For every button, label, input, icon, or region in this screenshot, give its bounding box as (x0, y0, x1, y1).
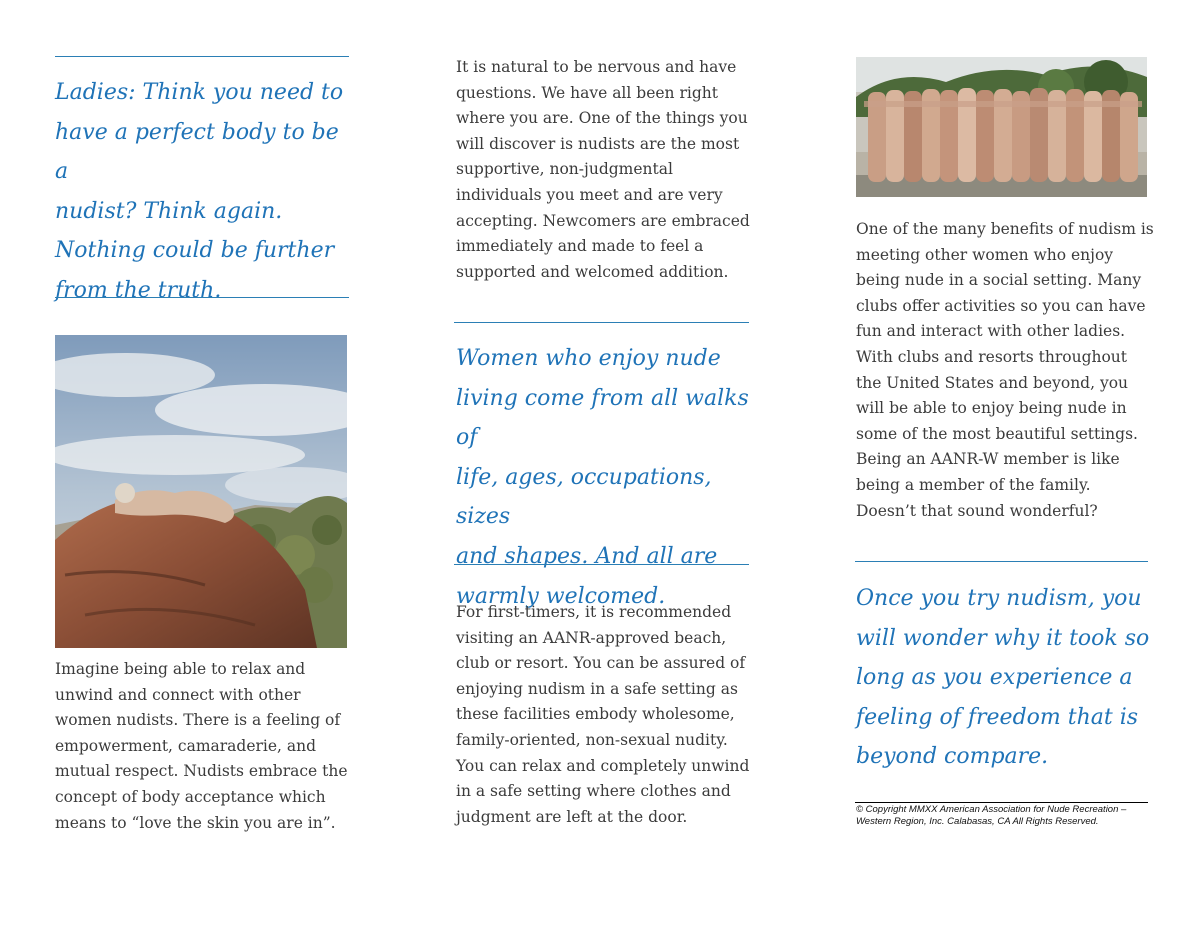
bottom-divider-left (55, 297, 349, 298)
top-divider-left (55, 56, 349, 57)
pull-quote-freedom: Once you try nudism, you will wonder why it took so long as you experience a feeling of freedom that is beyond compare. (856, 586, 1150, 770)
middle-top-divider (454, 322, 749, 323)
middle-bottom-divider (454, 564, 749, 565)
right-top-divider (855, 561, 1148, 562)
rock-sunbathing-photo (55, 335, 347, 648)
middle-intro-text: It is natural to be nervous and have questions. We have all been right where you are. One of the things you will discover is nudists are the most supportive, non-judgmental individuals you meet and are very accepting. Newcomers are embraced immediately and made to feel a supported and welcomed addition. (456, 58, 750, 281)
pull-quote-women: Women who enjoy nude living come from all walks of life, ages, occupations, sizes and shapes. And all are warmly welcomed. (456, 346, 749, 609)
group-figures (864, 88, 1142, 182)
right-body-text: One of the many benefits of nudism is meeting other women who enjoy being nude in a social setting. Many clubs offer activities so you can have fun and interact with other ladies. With clubs and resorts throughout the United States and beyond, you will be able to enjoy being nude in some of the most beautiful settings. Being an AANR-W member is like being a member of the family. Doesn’t that sound wonderful? (856, 220, 1154, 520)
group-photo (856, 57, 1147, 197)
left-body-text: Imagine being able to relax and unwind and connect with other women nudists. There is a feeling of empowerment, camaraderie, and mutual respect. Nudists embrace the concept of body acceptance which means to “love the skin you are in”. (55, 660, 348, 832)
copyright-notice: © Copyright MMXX American Association for Nude Recreation – Western Region, Inc. Calabasas, CA All Rights Reserved. (856, 804, 1127, 827)
middle-body-text: For first-timers, it is recommended visiting an AANR-approved beach, club or resort. You can be assured of enjoying nudism in a safe setting as these facilities embody wholesome, family-oriented, non-sexual nudity. You can relax and completely unwind in a safe setting where clothes and judgment are left at the door. (456, 603, 750, 826)
copyright-divider (855, 802, 1148, 803)
pull-quote-ladies: Ladies: Think you need to have a perfect body to be a nudist? Think again. Nothing could be further from the truth. (55, 80, 344, 303)
